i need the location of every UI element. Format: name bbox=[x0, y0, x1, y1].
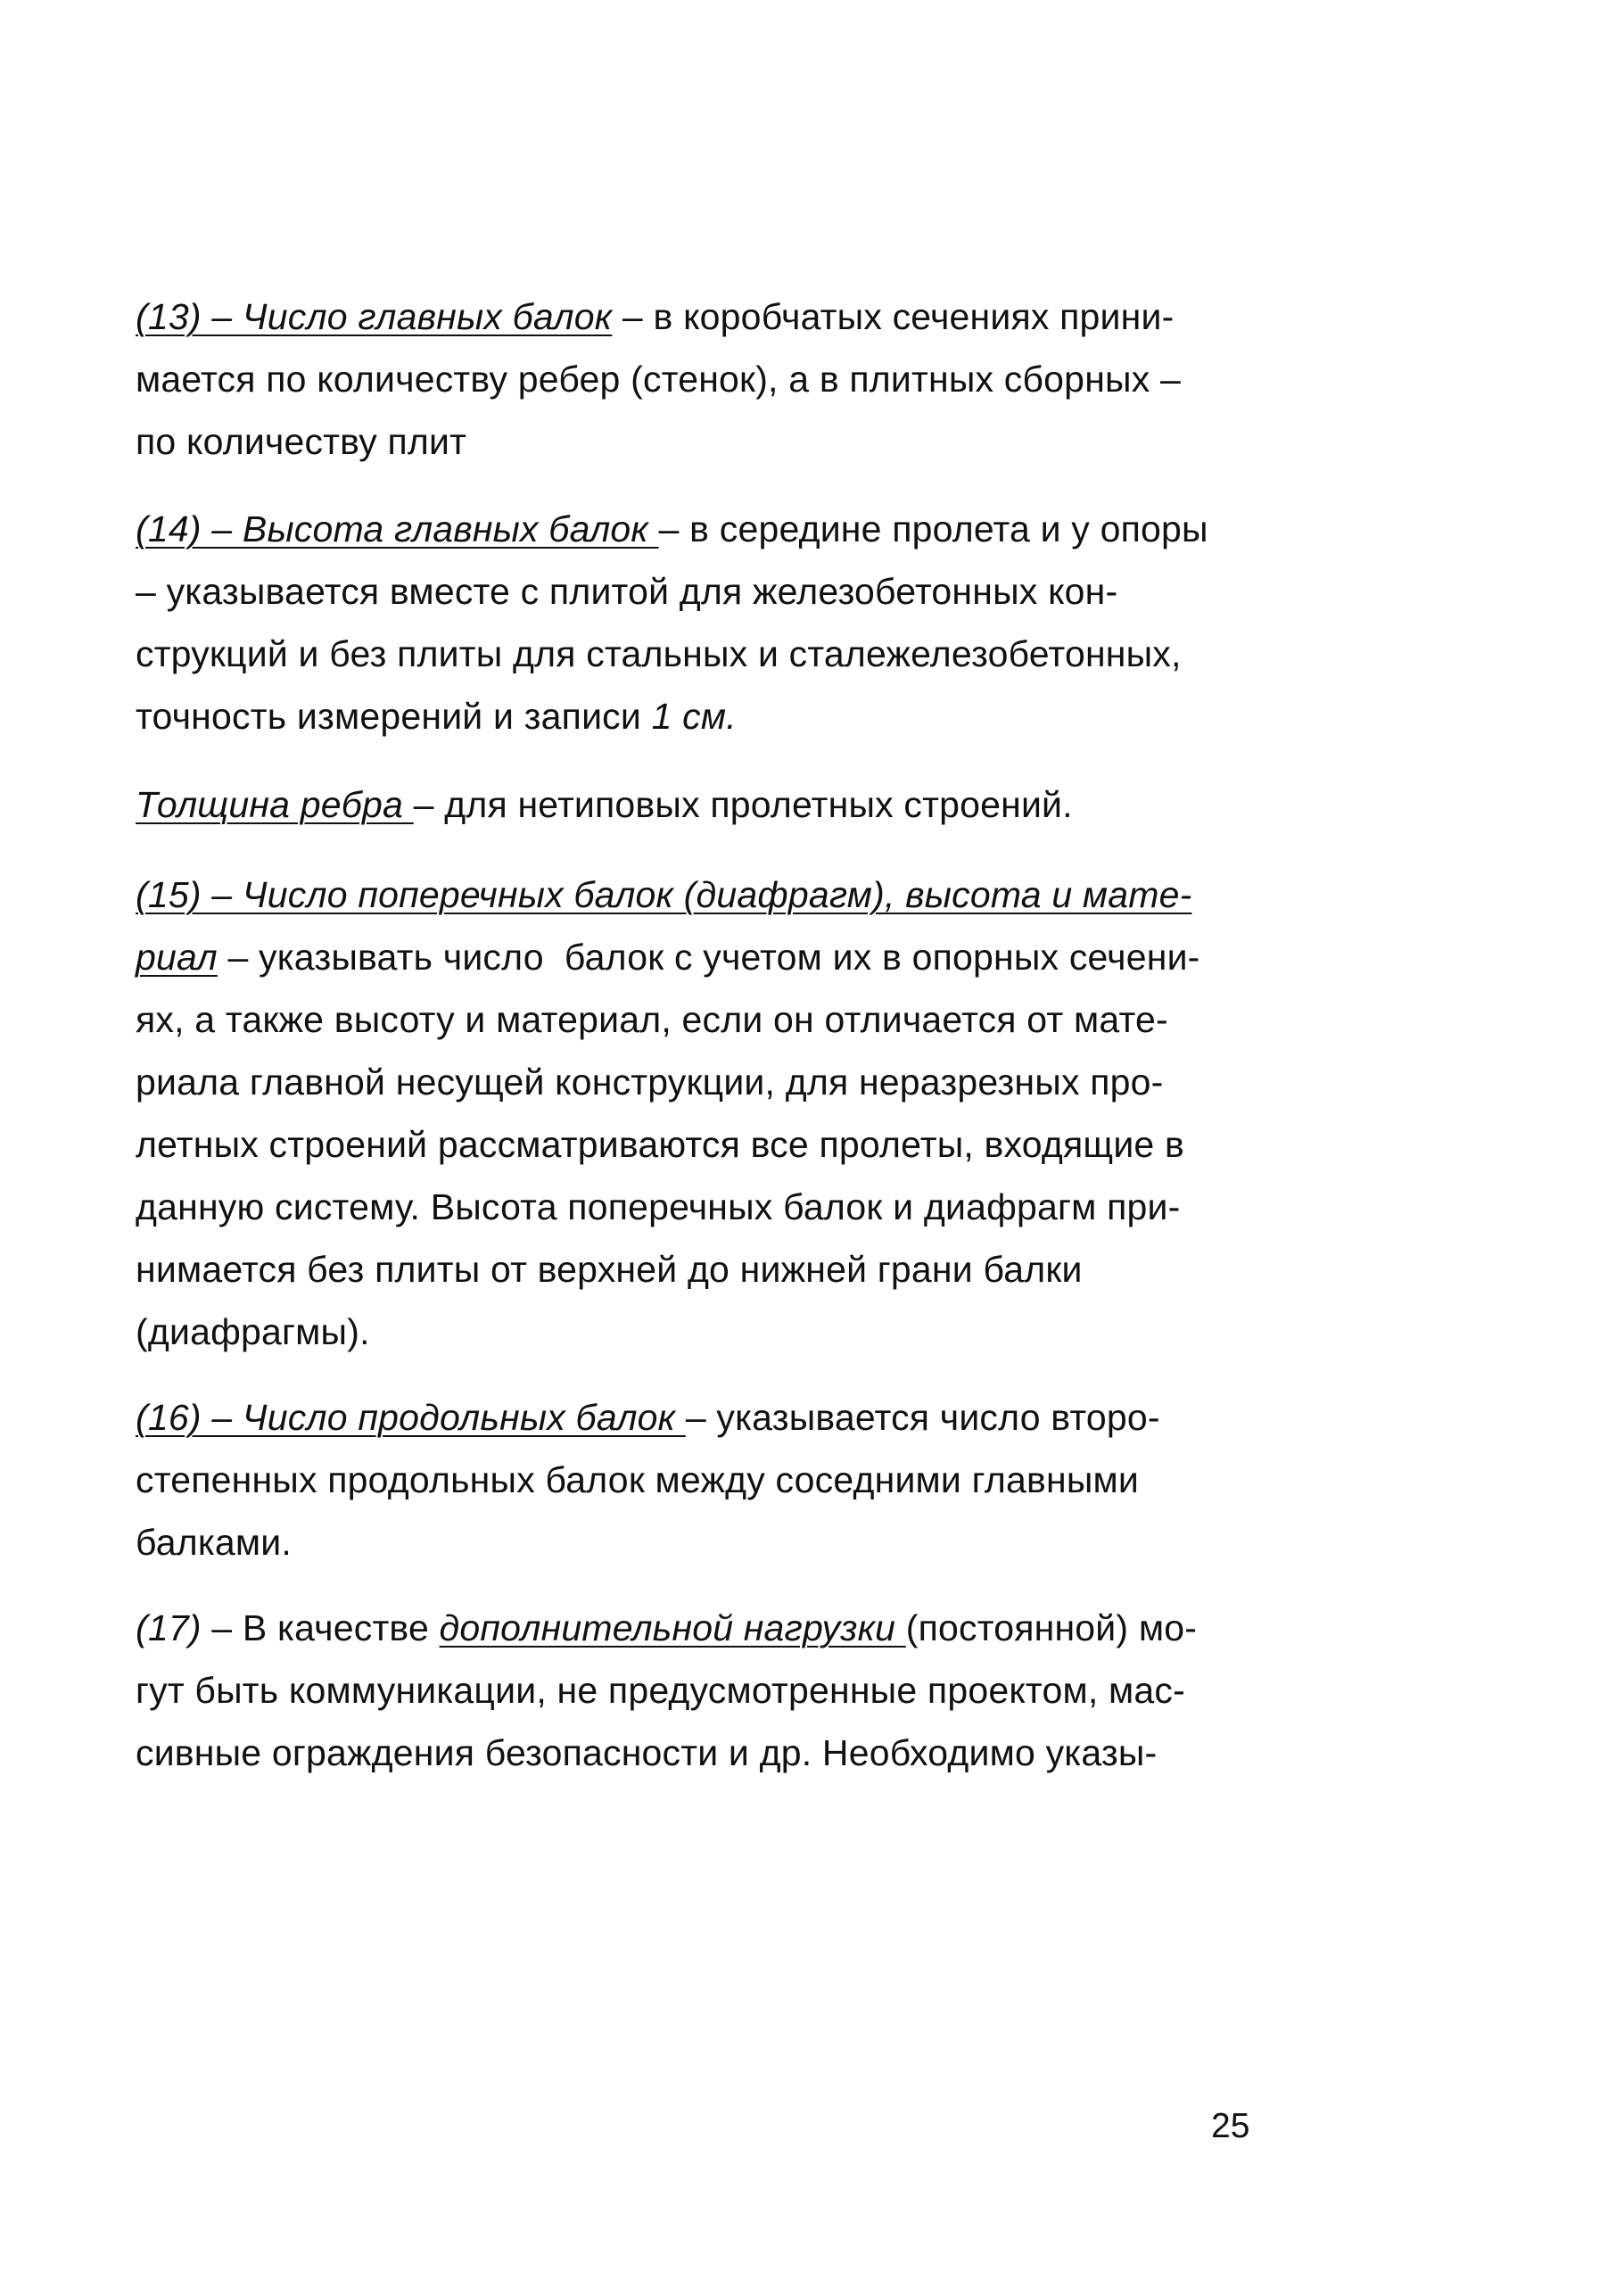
text-line bbox=[136, 1395, 1160, 1440]
text-line bbox=[136, 782, 1073, 827]
text-line bbox=[136, 1458, 1139, 1502]
text-segment: точность измерений и записи bbox=[136, 696, 652, 737]
text-line bbox=[136, 997, 1168, 1042]
text-segment: степенных продольных балок между соседними главными bbox=[136, 1459, 1139, 1500]
underlined-term: риал bbox=[136, 937, 218, 978]
text-segment: – указывается вместе с плитой для железобетонных кон- bbox=[136, 571, 1118, 612]
text-segment: (диафрагмы). bbox=[136, 1311, 370, 1352]
text-segment: – указывается число второ- bbox=[685, 1397, 1160, 1438]
underlined-term: (16) – Число продольных балок bbox=[136, 1397, 686, 1438]
text-line bbox=[136, 1185, 1181, 1229]
text-line bbox=[136, 1730, 1157, 1775]
text-line bbox=[136, 294, 1174, 339]
text-line bbox=[136, 1520, 292, 1565]
text-segment: – для нетиповых пролетных строений. bbox=[413, 784, 1073, 825]
text-segment: гут быть коммуникации, не предусмотренные проектом, мас- bbox=[136, 1670, 1185, 1711]
text-line bbox=[136, 1668, 1185, 1713]
text-line bbox=[136, 1060, 1164, 1104]
text-line bbox=[136, 935, 1200, 979]
underlined-term: (13) – Число главных балок bbox=[136, 296, 613, 337]
text-segment: – указывать число балок с учетом их в опорных сечени- bbox=[217, 937, 1200, 978]
underlined-term: (14) – Высота главных балок bbox=[136, 508, 659, 549]
text-segment: риала главной несущей конструкции, для неразрезных про- bbox=[136, 1061, 1164, 1103]
text-line bbox=[136, 569, 1117, 614]
underlined-term: дополнительной нагрузки bbox=[439, 1607, 906, 1648]
text-line bbox=[136, 632, 1182, 676]
text-line bbox=[136, 1122, 1184, 1167]
text-line bbox=[136, 419, 466, 464]
underlined-term: Толщина ребра bbox=[136, 784, 414, 825]
text-segment: сивные ограждения безопасности и др. Необходимо указы- bbox=[136, 1732, 1158, 1773]
text-segment: (постоянной) мо- bbox=[905, 1607, 1198, 1648]
text-segment: по количеству плит bbox=[136, 421, 467, 462]
text-segment: – в коробчатых сечениях прини- bbox=[612, 296, 1175, 337]
text-line bbox=[136, 872, 1191, 917]
text-segment: летных строений рассматриваются все пролеты, входящие в bbox=[136, 1124, 1184, 1165]
text-segment: – в середине пролета и у опоры bbox=[658, 508, 1208, 549]
text-segment: нимается без плиты от верхней до нижней грани балки bbox=[136, 1249, 1083, 1290]
text-segment: – В качестве bbox=[201, 1607, 440, 1648]
text-segment: данную систему. Высота поперечных балок и диафрагм при- bbox=[136, 1186, 1181, 1227]
italic-text: 1 см. bbox=[651, 696, 737, 737]
text-line bbox=[136, 1606, 1197, 1650]
italic-text: (17) bbox=[136, 1607, 202, 1648]
text-segment: балками. bbox=[136, 1522, 292, 1563]
text-line bbox=[136, 1309, 370, 1354]
text-line bbox=[136, 694, 737, 739]
text-line bbox=[136, 1247, 1083, 1292]
text-segment: струкций и без плиты для стальных и сталежелезобетонных, bbox=[136, 633, 1182, 674]
text-line bbox=[136, 357, 1181, 401]
text-line bbox=[136, 507, 1208, 551]
text-segment: мается по количеству ребер (стенок), а в плитных сборных – bbox=[136, 359, 1181, 400]
underlined-term: (15) – Число поперечных балок (диафрагм), высота и мате- bbox=[136, 874, 1192, 915]
text-segment: ях, а также высоту и материал, если он отличается от мате- bbox=[136, 999, 1168, 1040]
page-number: 25 bbox=[1211, 2107, 1250, 2145]
